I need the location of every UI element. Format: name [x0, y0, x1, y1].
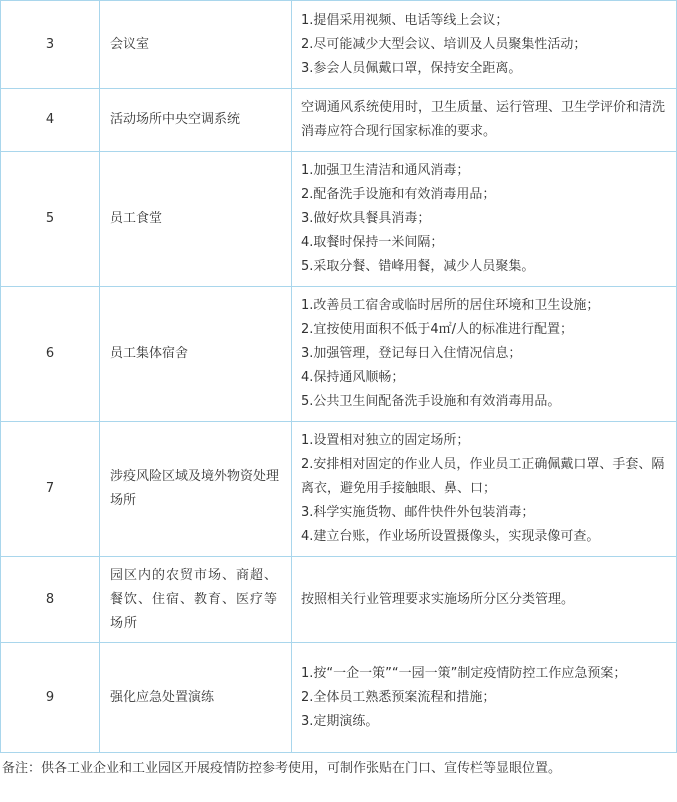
- requirement-item: 3.做好炊具餐具消毒；: [301, 211, 431, 226]
- requirements-cell: [292, 643, 677, 753]
- requirements-cell: [292, 152, 677, 287]
- table-row: [1, 643, 677, 753]
- table-row: [1, 1, 677, 89]
- requirement-item: 3.加强管理，登记每日入住情况信息；: [301, 346, 522, 361]
- place-name: 员工集体宿舍: [100, 287, 292, 422]
- requirements-cell: [292, 557, 677, 643]
- requirements-cell: [292, 89, 677, 152]
- table-row: [1, 89, 677, 152]
- requirement-item: 1.按“一企一策”“一园一策”制定疫情防控工作应急预案；: [301, 665, 627, 681]
- place-name: 强化应急处置演练: [100, 643, 292, 753]
- requirement-item: 5.采取分餐、错峰用餐，减少人员聚集。: [301, 259, 535, 274]
- requirement-item: 2.宜按使用面积不低于4㎡/人的标准进行配置；: [301, 322, 574, 337]
- requirement-item: 3.参会人员佩戴口罩，保持安全距离。: [301, 60, 522, 76]
- requirement-item: 1.改善员工宿舍或临时居所的居住环境和卫生设施；: [301, 298, 600, 313]
- table-footnote: 备注：供各工业企业和工业园区开展疫情防控参考使用，可制作张贴在门口、宣传栏等显眼位置。: [2, 761, 562, 776]
- place-name: 会议室: [100, 1, 292, 89]
- requirement-item: 按照相关行业管理要求实施场所分区分类管理。: [301, 591, 575, 607]
- requirement-item: 2.全体员工熟悉预案流程和措施；: [301, 689, 496, 705]
- place-name: 员工食堂: [100, 152, 292, 287]
- table-row: [1, 152, 677, 287]
- requirement-item: 3.科学实施货物、邮件快件外包装消毒；: [301, 505, 535, 520]
- requirements-cell: [292, 287, 677, 422]
- requirement-item: 4.取餐时保持一米间隔；: [301, 235, 444, 250]
- requirement-item: 1.设置相对独立的固定场所；: [301, 433, 470, 448]
- table-row: [1, 287, 677, 422]
- table-row: [1, 422, 677, 557]
- requirement-item: 5.公共卫生间配备洗手设施和有效消毒用品。: [301, 394, 561, 409]
- requirements-cell: [292, 1, 677, 89]
- row-number: 3: [1, 1, 100, 89]
- requirement-item: 1.加强卫生清洁和通风消毒；: [301, 163, 470, 178]
- place-name: 涉疫风险区域及境外物资处理场所: [100, 422, 292, 557]
- place-name: 园区内的农贸市场、商超、餐饮、住宿、教育、医疗等场所: [100, 557, 292, 643]
- requirement-item: 4.建立台账，作业场所设置摄像头，实现录像可查。: [301, 529, 600, 544]
- requirements-cell: [292, 422, 677, 557]
- requirement-item: 1.提倡采用视频、电话等线上会议；: [301, 12, 509, 28]
- requirement-item: 2.尽可能减少大型会议、培训及人员聚集性活动；: [301, 36, 587, 52]
- requirement-item: 2.配备洗手设施和有效消毒用品；: [301, 187, 496, 202]
- place-name: 活动场所中央空调系统: [100, 89, 292, 152]
- requirement-item: 4.保持通风顺畅；: [301, 370, 405, 385]
- row-number: 4: [1, 89, 100, 152]
- row-number: 6: [1, 287, 100, 422]
- row-number: 9: [1, 643, 100, 753]
- row-number: 5: [1, 152, 100, 287]
- row-number: 8: [1, 557, 100, 643]
- requirement-item: 空调通风系统使用时，卫生质量、运行管理、卫生学评价和清洗消毒应符合现行国家标准的要求。: [301, 100, 666, 139]
- row-number: 7: [1, 422, 100, 557]
- table-row: [1, 557, 677, 643]
- requirement-item: 3.定期演练。: [301, 713, 379, 729]
- requirement-item: 2.安排相对固定的作业人员，作业员工正确佩戴口罩、手套、隔离衣，避免用手接触眼、鼻、口；: [301, 457, 665, 496]
